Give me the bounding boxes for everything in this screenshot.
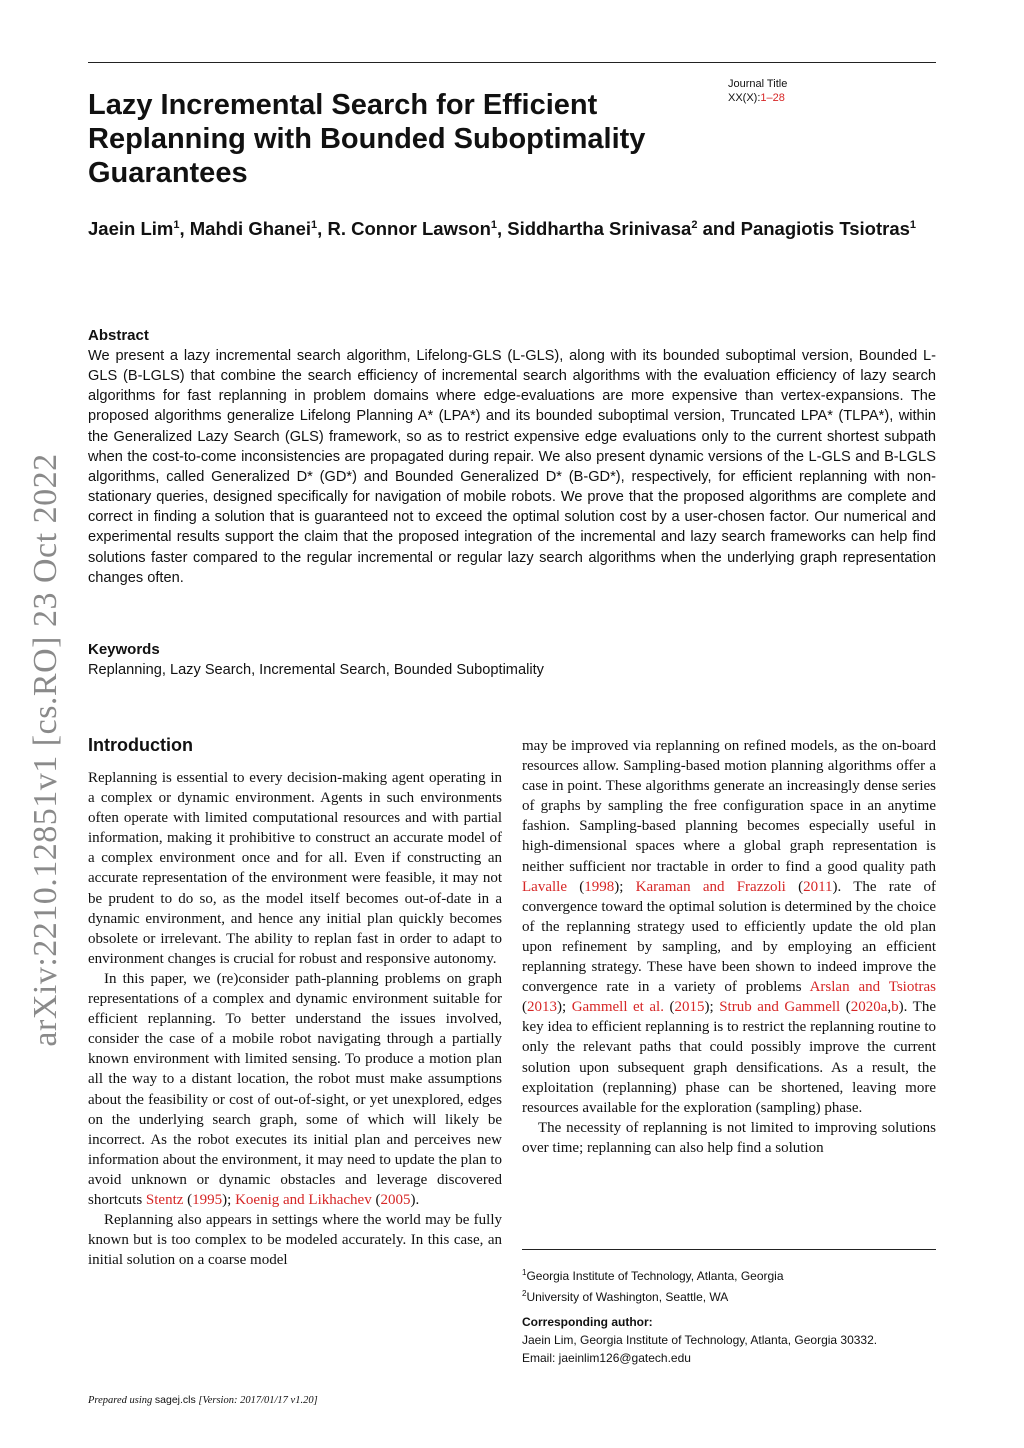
citation-link[interactable]: Koenig and Likhachev bbox=[235, 1191, 372, 1208]
keywords-text: Replanning, Lazy Search, Incremental Search, Bounded Suboptimality bbox=[88, 662, 544, 678]
abstract-heading: Abstract bbox=[88, 327, 149, 344]
citation-link[interactable]: Gammell et al. bbox=[571, 999, 664, 1016]
affiliation-2: $^2$University of Washington, Seattle, WA bbox=[522, 1289, 729, 1304]
affiliation-1: $^1$Georgia Institute of Technology, Atlanta, Georgia bbox=[522, 1268, 784, 1283]
corresponding-author-label: Corresponding author: bbox=[522, 1315, 653, 1329]
abstract-section bbox=[88, 326, 936, 588]
affiliation-mark[interactable]: 1 bbox=[311, 219, 318, 231]
footnote-rule bbox=[522, 1249, 936, 1250]
citation-link[interactable]: Arslan and Tsiotras bbox=[809, 979, 936, 996]
citation-link[interactable]: Karaman and Frazzoli bbox=[635, 878, 786, 895]
author-name: Mahdi Ghanei bbox=[189, 218, 312, 240]
affiliation-mark[interactable]: 2 bbox=[691, 219, 698, 231]
abstract-text: We present a lazy incremental search algorithm, Lifelong-GLS (L-GLS), along with its bounded suboptimal version, Bounded L-GLS (B-LGLS) that combine the search efficiency of incremental search algorithms with the evaluation efficiency of lazy search algorithms for fast replanning in problem domains where edge-evaluations are more expensive than vertex-expansions. The proposed algorithms generalize Lifelong Planning A* (LPA*) and its bounded suboptimal version, Truncated LPA* (TLPA*), within the Generalized Lazy Search (GLS) framework, so as to restrict expensive edge evaluations only to the current shortest subpath when the cost-to-come inconsistencies are propagated during repair. We also present dynamic versions of the L-GLS and B-LGLS algorithms, called Generalized D* (GD*) and Bounded Generalized D* (B-GD*), respectively, for efficient replanning with non-stationary queries, designed specifically for navigation of mobile robots. We prove that the proposed algorithms are complete and correct in finding a solution that is guaranteed not to exceed the optimal solution cost by a user-chosen factor. Our numerical and experimental results support the claim that the proposed integration of the incremental and lazy search frameworks can help find solutions faster compared to the regular incremental or regular lazy search algorithms when the underlying graph representation changes often. bbox=[88, 348, 936, 586]
journal-volume: XX(X):1–28 bbox=[728, 92, 785, 104]
introduction-heading: Introduction bbox=[88, 735, 193, 755]
author-name: Siddhartha Srinivasa bbox=[507, 218, 692, 240]
corresponding-author-email[interactable]: Email: jaeinlim126@gatech.edu bbox=[522, 1351, 691, 1365]
left-column bbox=[88, 768, 502, 1270]
journal-pages-link[interactable]: 1–28 bbox=[760, 92, 785, 104]
citation-link[interactable]: Strub and Gammell bbox=[719, 999, 841, 1016]
author-name: R. Connor Lawson bbox=[327, 218, 491, 240]
citation-link[interactable]: Lavalle bbox=[522, 878, 567, 895]
citation-link[interactable]: 2011 bbox=[803, 878, 833, 895]
author-list: Jaein Lim$^1$, Mahdi Ghanei$^1$, R. Connor Lawson$^1$, Siddhartha Srinivasa$^2$ and Panagiotis Tsiotras$^1$ bbox=[88, 218, 917, 240]
arxiv-stamp: arXiv:2210.12851v1 [cs.RO] 23 Oct 2022 bbox=[27, 453, 64, 1047]
corresponding-author bbox=[522, 1313, 936, 1367]
citation-link[interactable]: 2020a bbox=[850, 999, 888, 1016]
author-name: Jaein Lim bbox=[88, 218, 174, 240]
paper-title: Lazy Incremental Search for Efficient Replanning with Bounded Suboptimality Guarantees bbox=[88, 89, 646, 189]
affiliation-mark[interactable]: 1 bbox=[909, 219, 917, 231]
paragraph: may be improved via replanning on refined models, as the on-board resources allow. Sampling-based motion planning algorithms offer a case in point. These algorithms generate an increasingly dense series of graphs by sampling the free configuration space in an anytime fashion. Sampling-based planning becomes especially useful in high-dimensional spaces where a global graph representation is neither sufficient nor tractable in order to find a good quality path Lavalle (1998); Karaman and Frazzoli (2011). The rate of convergence toward the optimal solution is determined by the choice of the replanning strategy used to efficiently update the old plan upon refinement by sampling, and by employing an efficient replanning strategy. These have been shown to indeed improve the convergence rate in a variety of problems Arslan and Tsiotras (2013); Gammell et al. (2015); Strub and Gammell (2020a,b). The key idea to efficient replanning is to restrict the replanning routine to only the relevant paths that could possibly improve the current solution upon subsequent graph densifications. As a result, the exploitation (replanning) phase can be shortened, leaving more resources available for the exploration (sampling) phase. bbox=[522, 738, 937, 1116]
citation-link[interactable]: b bbox=[891, 999, 899, 1016]
citation-link[interactable]: 1995 bbox=[192, 1191, 223, 1208]
journal-info bbox=[728, 77, 787, 105]
corresponding-author-address: Jaein Lim, Georgia Institute of Technology, Atlanta, Georgia 30332. bbox=[522, 1333, 878, 1347]
keywords-section bbox=[88, 640, 936, 680]
top-rule bbox=[88, 62, 936, 63]
right-column bbox=[522, 736, 936, 1158]
page-footer: Prepared using sagej.cls [Version: 2017/01/17 v1.20] bbox=[88, 1394, 318, 1406]
paragraph: The necessity of replanning is not limited to improving solutions over time; replanning can also help find a solution bbox=[522, 1119, 936, 1156]
citation-link[interactable]: 2013 bbox=[527, 999, 557, 1016]
paragraph: In this paper, we (re)consider path-planning problems on graph representations of a complex and dynamic environment suitable for efficient replanning. To better understand the issues involved, consider the case of a mobile robot navigating through a partially known environment with limited sensing. To produce a motion plan all the way to a distant location, the robot must make assumptions about the feasibility or cost of out-of-sight, or yet unexplored, edges on the underlying search graph, some of which will likely be incorrect. As the robot executes its initial plan and perceives new information about the environment, it may need to update the plan to avoid unknown or dynamic obstacles and leverage discovered shortcuts Stentz (1995); Koenig and Likhachev (2005). bbox=[88, 970, 502, 1208]
author-name: Panagiotis Tsiotras bbox=[740, 218, 910, 240]
citation-link[interactable]: Stentz bbox=[145, 1191, 184, 1208]
affiliation-mark[interactable]: 1 bbox=[173, 219, 180, 231]
journal-title: Journal Title bbox=[728, 78, 788, 90]
class-file-name: sagej.cls bbox=[154, 1394, 196, 1406]
citation-link[interactable]: 2005 bbox=[380, 1191, 411, 1208]
affiliation-mark[interactable]: 1 bbox=[490, 219, 497, 231]
affiliations bbox=[522, 1264, 936, 1306]
citation-link[interactable]: 1998 bbox=[584, 878, 615, 895]
paragraph: Replanning is essential to every decision-making agent operating in a complex or dynamic environment. Agents in such environments often operate with limited computational resources and with partial information, making it prohibitive to construct an accurate model of a complex environment once and for all. Even if constructing an accurate representation of the environment were feasible, it may not be prudent to do so, as the model itself becomes out-of-date in a dynamic environment, and hence any initial plan quickly becomes obsolete or irrelevant. The ability to replan fast in order to adapt to environment changes is crucial for robust and responsive autonomy. bbox=[88, 770, 502, 967]
keywords-heading: Keywords bbox=[88, 641, 160, 658]
paragraph: Replanning also appears in settings where the world may be fully known but is too complex to be modeled accurately. In this case, an initial solution on a coarse model bbox=[88, 1212, 502, 1269]
citation-link[interactable]: 2015 bbox=[674, 999, 705, 1016]
